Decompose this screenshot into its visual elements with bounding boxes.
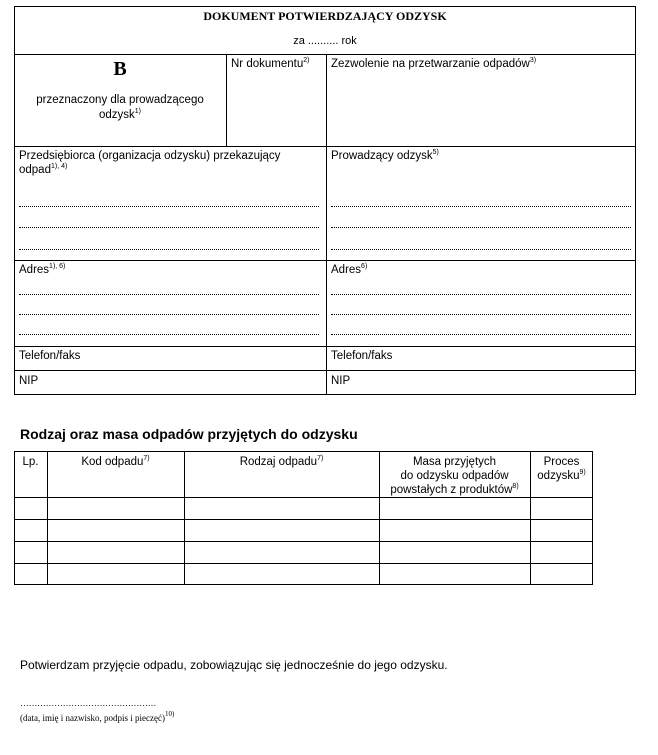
address-right-label: Adres$^{6)}$ — [331, 263, 368, 276]
header-lp: Lp. — [22, 456, 39, 468]
divider-header — [14, 54, 636, 55]
processor-label: Prowadzący odzysk$^{5)}$ — [331, 149, 439, 162]
header-mass: Masa przyjętych do odzysku odpadów powstałych z produktów$^{8)}$ — [390, 456, 519, 496]
divider-phone-row — [14, 346, 636, 347]
copy-recipient-line2: odzysk$^{1)}$ — [98, 108, 142, 121]
transferor-line-2 — [19, 227, 319, 228]
doc-number-label: Nr dokumentu$^{2)}$ — [231, 57, 310, 70]
address-left-line-1 — [19, 294, 319, 295]
nip-right-label: NIP — [331, 375, 351, 387]
transferor-line-1 — [19, 206, 319, 207]
transferor-label: Przedsiębiorca (organizacja odzysku) przekazujący odpad$^{1), 4)}$ — [19, 150, 281, 176]
col-line-code — [184, 451, 185, 585]
copy-recipient-line1: przeznaczony dla prowadzącego — [36, 94, 204, 106]
transferor-line-3 — [19, 249, 319, 250]
section-title: Rodzaj oraz masa odpadów przyjętych do odzysku — [20, 426, 358, 442]
phone-right-label: Telefon/faks — [331, 350, 393, 362]
nip-left-label: NIP — [19, 375, 39, 387]
col-line-lp — [47, 451, 48, 585]
signature-line: ………………………………………… — [20, 698, 156, 708]
divider-copy-row — [14, 146, 636, 147]
phone-left-label: Telefon/faks — [19, 350, 81, 362]
processor-line-2 — [331, 227, 631, 228]
address-left-label: Adres$^{1), 6)}$ — [19, 263, 66, 276]
permit-label: Zezwolenie na przetwarzanie odpadów$^{3)}$ — [331, 57, 537, 70]
confirmation-text: Potwierdzam przyjęcie odpadu, zobowiązując się jednocześnie do jego odzysku. — [20, 658, 448, 672]
table-row — [14, 563, 593, 564]
divider-copy-docnr — [226, 54, 227, 146]
table-row — [14, 541, 593, 542]
table-row — [14, 497, 593, 498]
signature-caption: (data, imię i nazwisko, podpis i pieczęć)$^{10)}$ — [20, 710, 175, 723]
address-left-line-2 — [19, 314, 319, 315]
processor-line-3 — [331, 249, 631, 250]
divider-nip-row — [14, 370, 636, 371]
header-code: Kod odpadu$^{7)}$ — [81, 455, 150, 468]
divider-address-row — [14, 260, 636, 261]
header-type: Rodzaj odpadu$^{7)}$ — [239, 455, 324, 468]
table-row — [14, 519, 593, 520]
copy-letter: B — [113, 58, 127, 80]
address-left-line-3 — [19, 334, 319, 335]
address-right-line-1 — [331, 294, 631, 295]
divider-center — [326, 54, 327, 395]
document-title: DOKUMENT POTWIERDZAJĄCY ODZYSK — [203, 9, 447, 23]
header-process: Proces odzysku$^{9)}$ — [537, 456, 586, 482]
processor-line-1 — [331, 206, 631, 207]
period-field: za .......... rok — [293, 35, 357, 47]
address-right-line-2 — [331, 314, 631, 315]
address-right-line-3 — [331, 334, 631, 335]
